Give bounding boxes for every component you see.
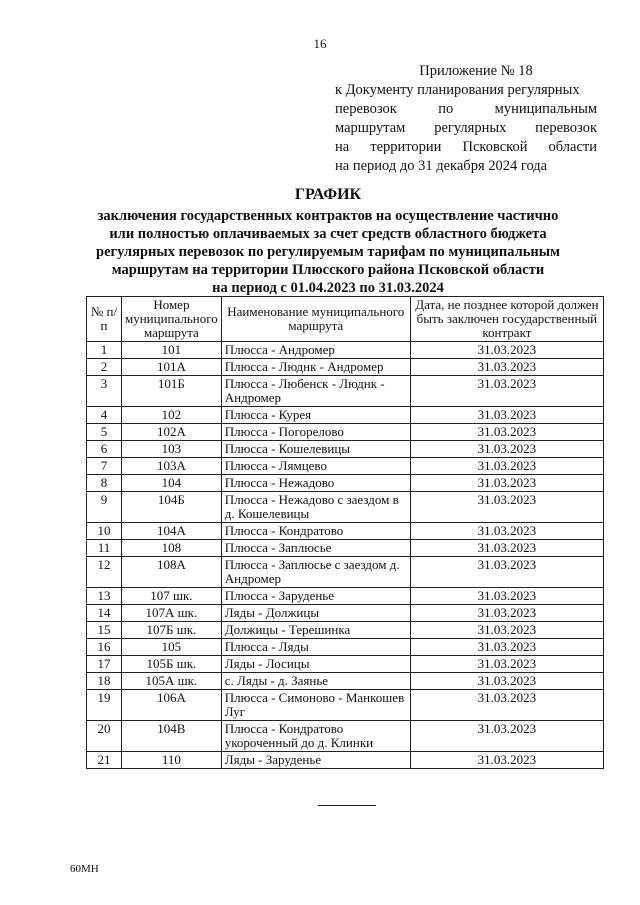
subtitle-line-4: маршрутам на территории Плюсского района Псковской области — [111, 262, 545, 278]
cell-route-number: 104 — [122, 475, 222, 492]
cell-index: 4 — [87, 407, 122, 424]
cell-index: 10 — [87, 523, 122, 540]
table-row — [87, 752, 604, 769]
cell-route-number: 101А — [122, 359, 222, 376]
cell-index: 11 — [87, 540, 122, 557]
cell-route-number: 108 — [122, 540, 222, 557]
cell-contract-date: 31.03.2023 — [410, 721, 603, 752]
cell-index: 17 — [87, 656, 122, 673]
cell-route-name: Плюсса - Курея — [221, 407, 410, 424]
cell-index: 7 — [87, 458, 122, 475]
cell-route-name: Плюсса - Заплюсье с заездом д. Андромер — [221, 557, 410, 588]
cell-contract-date: 31.03.2023 — [410, 588, 603, 605]
table-row — [87, 721, 604, 752]
cell-contract-date: 31.03.2023 — [410, 359, 603, 376]
table-row — [87, 376, 604, 407]
cell-route-name: Плюсса - Симоново - Манкошев Луг — [221, 690, 410, 721]
cell-route-name: Должицы - Терешинка — [221, 622, 410, 639]
cell-route-name: Плюсса - Заплюсье — [221, 540, 410, 557]
cell-route-number: 105А шк. — [122, 673, 222, 690]
table-row — [87, 441, 604, 458]
table-row — [87, 475, 604, 492]
cell-contract-date: 31.03.2023 — [410, 424, 603, 441]
appendix-number: Приложение № 18 — [419, 63, 533, 79]
cell-route-name: Ляды - Лосицы — [221, 656, 410, 673]
cell-route-number: 107 шк. — [122, 588, 222, 605]
cell-route-name: Плюсса - Андромер — [221, 342, 410, 359]
cell-contract-date: 31.03.2023 — [410, 690, 603, 721]
subtitle-line-1: заключения государственных контрактов на осуществление частично — [97, 208, 559, 224]
cell-contract-date: 31.03.2023 — [410, 622, 603, 639]
table-row — [87, 424, 604, 441]
cell-contract-date: 31.03.2023 — [410, 540, 603, 557]
cell-index: 13 — [87, 588, 122, 605]
cell-route-number: 106А — [122, 690, 222, 721]
appendix-line-4: на территории Псковской области — [335, 139, 597, 155]
table-row — [87, 588, 604, 605]
table-row — [87, 605, 604, 622]
cell-contract-date: 31.03.2023 — [410, 475, 603, 492]
cell-route-number: 101Б — [122, 376, 222, 407]
table-row — [87, 458, 604, 475]
table-row — [87, 342, 604, 359]
cell-route-number: 104В — [122, 721, 222, 752]
appendix-line-1: к Документу планирования регулярных — [335, 82, 580, 98]
subtitle-line-2: или полностью оплачиваемых за счет средств областного бюджета — [109, 226, 547, 242]
cell-index: 15 — [87, 622, 122, 639]
cell-route-name: с. Ляды - д. Заянье — [221, 673, 410, 690]
table-row — [87, 492, 604, 523]
cell-route-number: 102 — [122, 407, 222, 424]
cell-route-number: 107А шк. — [122, 605, 222, 622]
cell-contract-date: 31.03.2023 — [410, 523, 603, 540]
appendix-line-2: перевозок по муниципальным — [335, 101, 597, 117]
appendix-line-3: маршрутам регулярных перевозок — [335, 120, 597, 136]
cell-route-name: Ляды - Должицы — [221, 605, 410, 622]
cell-route-name: Плюсса - Кондратово укороченный до д. Клинки — [221, 721, 410, 752]
cell-index: 14 — [87, 605, 122, 622]
cell-contract-date: 31.03.2023 — [410, 441, 603, 458]
cell-index: 18 — [87, 673, 122, 690]
cell-route-number: 105Б шк. — [122, 656, 222, 673]
table-row — [87, 523, 604, 540]
cell-route-number: 108А — [122, 557, 222, 588]
cell-index: 20 — [87, 721, 122, 752]
cell-route-number: 110 — [122, 752, 222, 769]
appendix-line-5: на период до 31 декабря 2024 года — [335, 158, 548, 174]
closing-rule — [318, 805, 376, 806]
table-row — [87, 656, 604, 673]
cell-route-name: Плюсса - Нежадово с заездом в д. Кошелевицы — [221, 492, 410, 523]
header-index: № п/п — [87, 297, 122, 342]
table-row — [87, 673, 604, 690]
cell-route-number: 103 — [122, 441, 222, 458]
subtitle-line-3: регулярных перевозок по регулируемым тарифам по муниципальным — [96, 244, 560, 260]
header-contract-date: Дата, не позднее которой должен быть заключен государственный контракт — [410, 297, 603, 342]
document-title: ГРАФИК — [294, 186, 362, 203]
table-row — [87, 359, 604, 376]
cell-route-number: 102А — [122, 424, 222, 441]
cell-contract-date: 31.03.2023 — [410, 342, 603, 359]
header-route-number: Номер муниципального маршрута — [122, 297, 222, 342]
cell-contract-date: 31.03.2023 — [410, 376, 603, 407]
cell-index: 2 — [87, 359, 122, 376]
cell-index: 9 — [87, 492, 122, 523]
cell-route-name: Плюсса - Ляды — [221, 639, 410, 656]
cell-contract-date: 31.03.2023 — [410, 458, 603, 475]
header-route-name: Наименование муниципального маршрута — [221, 297, 410, 342]
cell-contract-date: 31.03.2023 — [410, 557, 603, 588]
cell-route-number: 107Б шк. — [122, 622, 222, 639]
cell-index: 21 — [87, 752, 122, 769]
cell-contract-date: 31.03.2023 — [410, 492, 603, 523]
table-header-row — [87, 297, 604, 342]
cell-route-name: Плюсса - Любенск - Люднк - Андромер — [221, 376, 410, 407]
table-row — [87, 690, 604, 721]
table-row — [87, 540, 604, 557]
page-number: 16 — [313, 36, 327, 51]
table-row — [87, 407, 604, 424]
cell-contract-date: 31.03.2023 — [410, 673, 603, 690]
cell-route-name: Плюсса - Погорелово — [221, 424, 410, 441]
cell-route-name: Плюсса - Лямцево — [221, 458, 410, 475]
table-body — [87, 342, 604, 769]
cell-index: 5 — [87, 424, 122, 441]
cell-route-name: Плюсса - Заруденье — [221, 588, 410, 605]
cell-index: 6 — [87, 441, 122, 458]
cell-contract-date: 31.03.2023 — [410, 752, 603, 769]
cell-route-name: Ляды - Заруденье — [221, 752, 410, 769]
cell-route-name: Плюсса - Кондратово — [221, 523, 410, 540]
cell-contract-date: 31.03.2023 — [410, 656, 603, 673]
cell-contract-date: 31.03.2023 — [410, 605, 603, 622]
table-row — [87, 639, 604, 656]
footer-code: 60МН — [70, 863, 99, 875]
cell-route-number: 104Б — [122, 492, 222, 523]
cell-index: 3 — [87, 376, 122, 407]
cell-index: 19 — [87, 690, 122, 721]
table-row — [87, 557, 604, 588]
subtitle-line-5: на период с 01.04.2023 по 31.03.2024 — [212, 280, 444, 296]
cell-index: 1 — [87, 342, 122, 359]
cell-index: 12 — [87, 557, 122, 588]
cell-route-number: 104А — [122, 523, 222, 540]
cell-route-number: 103А — [122, 458, 222, 475]
cell-index: 16 — [87, 639, 122, 656]
cell-route-number: 101 — [122, 342, 222, 359]
contracts-schedule-table — [86, 296, 604, 769]
cell-contract-date: 31.03.2023 — [410, 407, 603, 424]
document-title-block — [88, 186, 568, 297]
table-row — [87, 622, 604, 639]
cell-route-name: Плюсса - Нежадово — [221, 475, 410, 492]
appendix-header — [335, 62, 597, 176]
cell-route-number: 105 — [122, 639, 222, 656]
cell-index: 8 — [87, 475, 122, 492]
cell-contract-date: 31.03.2023 — [410, 639, 603, 656]
cell-route-name: Плюсса - Люднк - Андромер — [221, 359, 410, 376]
cell-route-name: Плюсса - Кошелевицы — [221, 441, 410, 458]
